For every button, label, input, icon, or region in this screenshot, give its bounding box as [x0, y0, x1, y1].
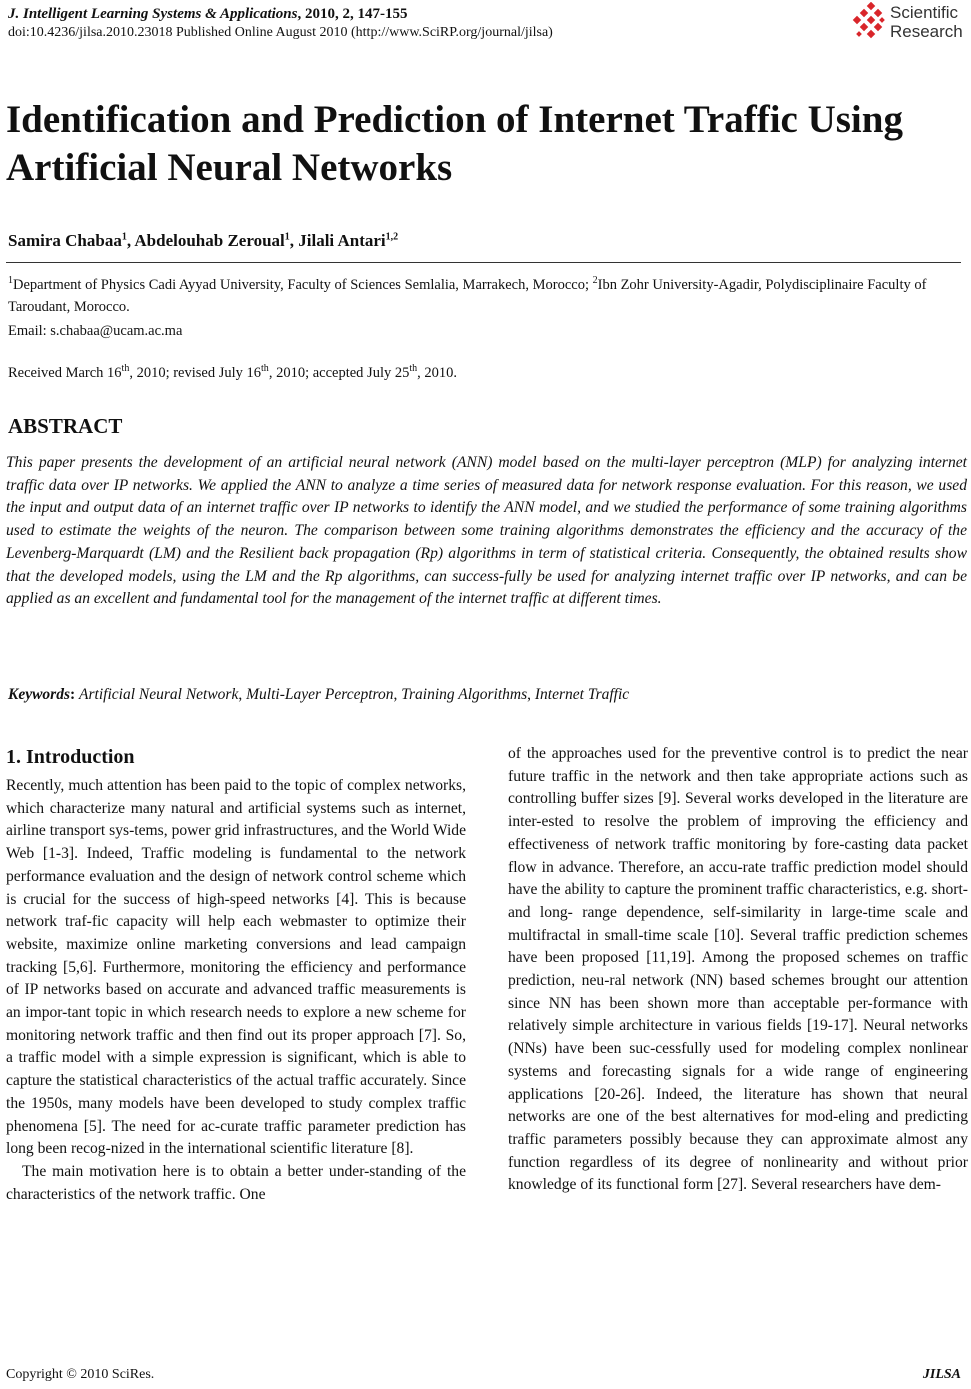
affil-sup: 2 [592, 275, 598, 287]
author-name: Jilali Antari [298, 231, 386, 250]
footer-journal-abbr: JILSA [922, 1367, 961, 1382]
received-date: Received March 16 [8, 365, 122, 381]
abstract-text: This paper presents the development of an artificial neural network (ANN) model based on the multi-layer perceptron (MLP) for analyzing internet traffic data over IP networks. We applied the ANN to analyze a time series of measured data for network response evaluation. For this reason, we used the input and output data of an internet traffic over IP networks to identify the ANN model, and we studied the performance of some training algorithms used to estimate the weights of the neuron. The comparison between some training algorithms demonstrates the efficiency and the accuracy of the Levenberg-Marquardt (LM) and the Resilient back propagation (Rp) algorithms in term of statistical criteria. Consequently, the obtained results show that the developed models, using the LM and the Rp algorithms, can success-fully be used for analyzing internet traffic over IP networks, and can be applied as an excellent and fundamental tool for the management of the internet traffic at different times. [6, 454, 967, 608]
author-affil-sup: 1 [284, 231, 290, 243]
paragraph: Recently, much attention has been paid to the topic of complex networks, which characterize many natural and artificial systems such as internet, airline transport sys-tems, power grid infrastructures, and the World Wide Web [1-3]. Indeed, Traffic modeling is fundamental to the network performance evaluation and the design of network control scheme which is crucial for the success of high-speed networks [4]. This is because network traf-fic capacity will help each webmaster to optimize their website, maximize online marketing conversions and lead campaign tracking [5,6]. Furthermore, monitoring the efficiency and performance of IP networks based on accurate and advanced traffic measurements is an impor-tant topic in which research needs to explore a new scheme for monitoring network traffic and then find out its proper approach [7]. So, a traffic model with a simple expression is significant, which is able to capture the statistical characteristics of the actual traffic accurately. Since the 1950s, many models have been developed to study complex traffic phenomena [5]. The need for ac-curate traffic parameter prediction has long been recog-nized in the international scientific literature [8]. [6, 777, 466, 1158]
affiliation-2: Ibn Zohr University-Agadir, Polydisciplinaire Faculty of Taroudant, Morocco. [8, 277, 927, 315]
journal-volume-pages: , 2010, 2, 147-155 [297, 6, 408, 22]
affiliation-1: Department of Physics Cadi Ayyad University, Faculty of Sciences Semlalia, Marrakech, Morocco; [13, 277, 593, 293]
logo-mark-icon [852, 2, 888, 44]
author-name: Samira Chabaa [8, 231, 122, 250]
keyword: Training Algorithms [401, 686, 528, 703]
abstract-heading: ABSTRACT [8, 414, 123, 438]
logo-line-1: Scientific [890, 3, 959, 22]
paper-title: Identification and Prediction of Internet Traffic Using Artificial Neural Networks [6, 98, 903, 189]
author-name: Abdelouhab Zeroual [134, 231, 285, 250]
ordinal-sup: th [121, 363, 130, 375]
keyword-sep: , [527, 686, 535, 703]
section-heading: 1. Introduction [6, 746, 135, 768]
ordinal-sup: th [409, 363, 418, 375]
revised-date: , 2010; revised July 16 [129, 365, 262, 381]
accepted-date: , 2010; accepted July 25 [268, 365, 410, 381]
keywords-colon: : [70, 686, 80, 703]
affil-sup: 1 [8, 275, 13, 287]
journal-citation [8, 4, 407, 24]
paragraph: of the approaches used for the preventive control is to predict the near future traffic in the network and then take appropriate actions such as controlling buffer sizes [9]. Several works developed in the literature are inter-ested to resolve the problem of improving the efficiency and effectiveness of network traffic monitoring by fore-casting data packet flow in advance. Therefore, an accu-rate traffic prediction model should have the ability to capture the prominent traffic characteristics, e.g. short- and long- range dependence, self-similarity in large-time scale and multifractal in small-time scale [10]. Several traffic prediction schemes have been proposed [11,19]. Among the proposed schemes on traffic prediction, neu-ral network (NN) based schemes brought our attention since NN has been shown more than acceptable per-formance with relatively simple architecture in various fields [19-17]. Neural networks (NNs) have been suc-cessfully used for modeling complex nonlinear systems and forecasting signals for a wide range of engineering applications [20-26]. Indeed, the literature has shown that neural networks are one of the best alternatives for mod-eling and predicting traffic parameters possibly because they can approximate almost any function regardless of its degree of nonlinearity and without prior knowledge of its functional form [27]. Several researchers have dem- [508, 745, 968, 1194]
author-affil-sup: 1 [121, 231, 127, 243]
logo-text [890, 3, 963, 41]
keyword-sep: , [238, 686, 247, 703]
author-list: Samira Chabaa$^1$, Abdelouhab Zeroual$^1$, Jilali Antari$^{1,2}$ [8, 231, 399, 250]
affiliation [8, 274, 963, 318]
scientific-research-logo [852, 2, 970, 44]
footer-copyright: Copyright © 2010 SciRes. [6, 1367, 155, 1382]
keywords [8, 684, 629, 706]
keyword: Internet Traffic [534, 686, 630, 703]
keyword: Multi-Layer Perceptron [246, 686, 394, 703]
contact-email: Email: s.chabaa@ucam.ac.ma [8, 323, 183, 339]
keywords-label: Keywords [8, 686, 70, 703]
logo-line-2: Research [890, 22, 963, 41]
left-column [6, 775, 466, 1206]
ordinal-sup: th [261, 363, 269, 375]
header-divider [6, 262, 961, 263]
keyword-sep: , [393, 686, 402, 703]
author-affil-sup: 1,2 [385, 231, 399, 243]
doi-line: doi:10.4236/jilsa.2010.23018 Published Online August 2010 (http://www.SciRP.org/journal/jilsa) [8, 25, 553, 40]
publication-dates [8, 363, 457, 383]
right-column [508, 743, 968, 1197]
paragraph: The main motivation here is to obtain a better under-standing of the characteristics of the network traffic. One [6, 1162, 466, 1203]
keyword: Artificial Neural Network [79, 686, 239, 703]
journal-name: J. Intelligent Learning Systems & Applications [8, 6, 298, 22]
dates-end: , 2010. [417, 365, 458, 381]
